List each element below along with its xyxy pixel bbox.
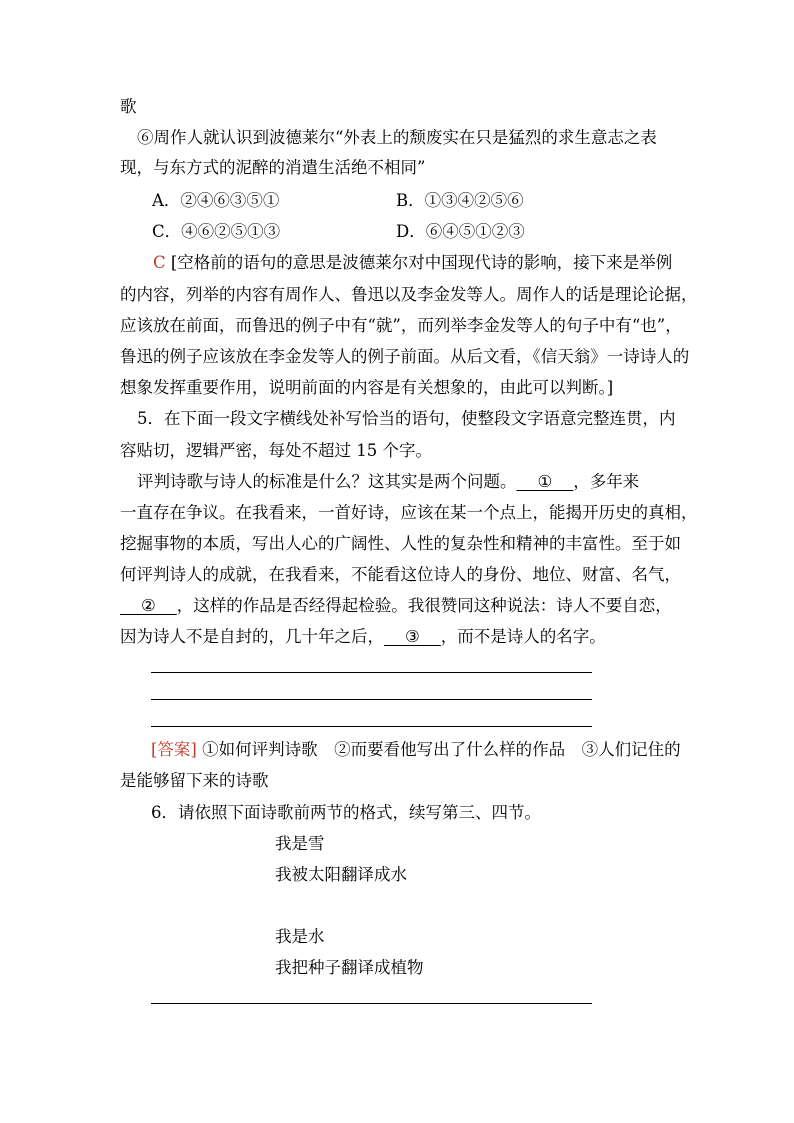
choice-d: D．⑥④⑤①②③ bbox=[396, 222, 525, 241]
passage-line-2: 一直存在争议。在我看来，一首好诗，应该在某一个点上，能揭开历史的真相， bbox=[120, 503, 698, 522]
answer-letter: C bbox=[153, 253, 166, 272]
passage-text: ，而不是诗人的名字。 bbox=[440, 627, 606, 646]
answer-line-2 bbox=[151, 699, 592, 700]
answer-explanation-line-5: 想象发挥重要作用，说明前面的内容是有关想象的，由此可以判断。] bbox=[120, 378, 614, 397]
choice-c: C．④⑥②⑤①③ bbox=[152, 222, 281, 241]
answer-line-1 bbox=[151, 672, 592, 673]
passage-line-6 bbox=[120, 626, 606, 648]
option-item-6-line-2: 现，与东方式的泥醉的消遣生活绝不相同” bbox=[120, 158, 426, 177]
passage-line-3: 挖掘事物的本质，写出人心的广阔性、人性的复杂性和精神的丰富性。至于如 bbox=[120, 534, 681, 553]
answer-explanation-line-2: 的内容，列举的内容有周作人、鲁迅以及李金发等人。周作人的话是理论论据， bbox=[120, 285, 698, 304]
blank-2: ② bbox=[120, 596, 177, 615]
passage-line-5 bbox=[120, 595, 672, 617]
question-5-line-2: 容贴切，逻辑严密，每处不超过 15 个字。 bbox=[120, 441, 432, 460]
passage-text: 因为诗人不是自封的，几十年之后， bbox=[120, 627, 384, 646]
answer-tag: [答案] bbox=[151, 740, 197, 759]
poem-stanza-2-line-2: 我把种子翻译成植物 bbox=[275, 958, 424, 977]
blank-1: ① bbox=[516, 472, 574, 491]
question-5-line-1: 5．在下面一段文字横线处补写恰当的语句，使整段文字语意完整连贯，内 bbox=[137, 409, 676, 428]
option-item-6-line-1: ⑥周作人就认识到波德莱尔“外表上的颓废实在只是猛烈的求生意志之表 bbox=[137, 128, 657, 147]
question-6-prompt: 6．请依照下面诗歌前两节的格式，续写第三、四节。 bbox=[151, 803, 541, 822]
answer-line-5-2: 是能够留下来的诗歌 bbox=[120, 771, 269, 790]
answer-text: ①如何评判诗歌 ②而要看他写出了什么样的作品 ③人们记住的 bbox=[196, 740, 681, 759]
continued-text: 歌 bbox=[120, 97, 137, 116]
poem-stanza-1-line-1: 我是雪 bbox=[275, 834, 325, 853]
answer-explanation-line-3: 应该放在前面，而鲁迅的例子中有“就”，而列举李金发等人的句子中有“也”， bbox=[120, 316, 682, 335]
poem-stanza-1-line-2: 我被太阳翻译成水 bbox=[275, 865, 407, 884]
answer-explanation-line-4: 鲁迅的例子应该放在李金发等人的例子前面。从后文看，《信天翁》一诗诗人的 bbox=[120, 347, 690, 366]
choice-a: A．②④⑥③⑤① bbox=[152, 191, 280, 210]
passage-text: 评判诗歌与诗人的标准是什么？这其实是两个问题。 bbox=[137, 472, 517, 491]
explanation-text: [空格前的语句的意思是波德莱尔对中国现代诗的影响，接下来是举例 bbox=[165, 253, 673, 272]
blank-3: ③ bbox=[384, 627, 441, 646]
answer-line-3 bbox=[151, 726, 592, 727]
choice-b: B．①③④②⑤⑥ bbox=[396, 191, 524, 210]
passage-line-4: 何评判诗人的成就，在我看来，不能看这位诗人的身份、地位、财富、名气， bbox=[120, 565, 681, 584]
passage-line-1 bbox=[137, 471, 639, 493]
answer-line-6 bbox=[151, 1003, 592, 1004]
passage-text: ，这样的作品是否经得起检验。我很赞同这种说法：诗人不要自恋， bbox=[176, 596, 672, 615]
passage-text: ，多年来 bbox=[573, 472, 640, 491]
poem-stanza-2-line-1: 我是水 bbox=[275, 927, 325, 946]
answer-explanation-line-1 bbox=[153, 252, 672, 274]
answer-line-5-1 bbox=[151, 739, 681, 761]
